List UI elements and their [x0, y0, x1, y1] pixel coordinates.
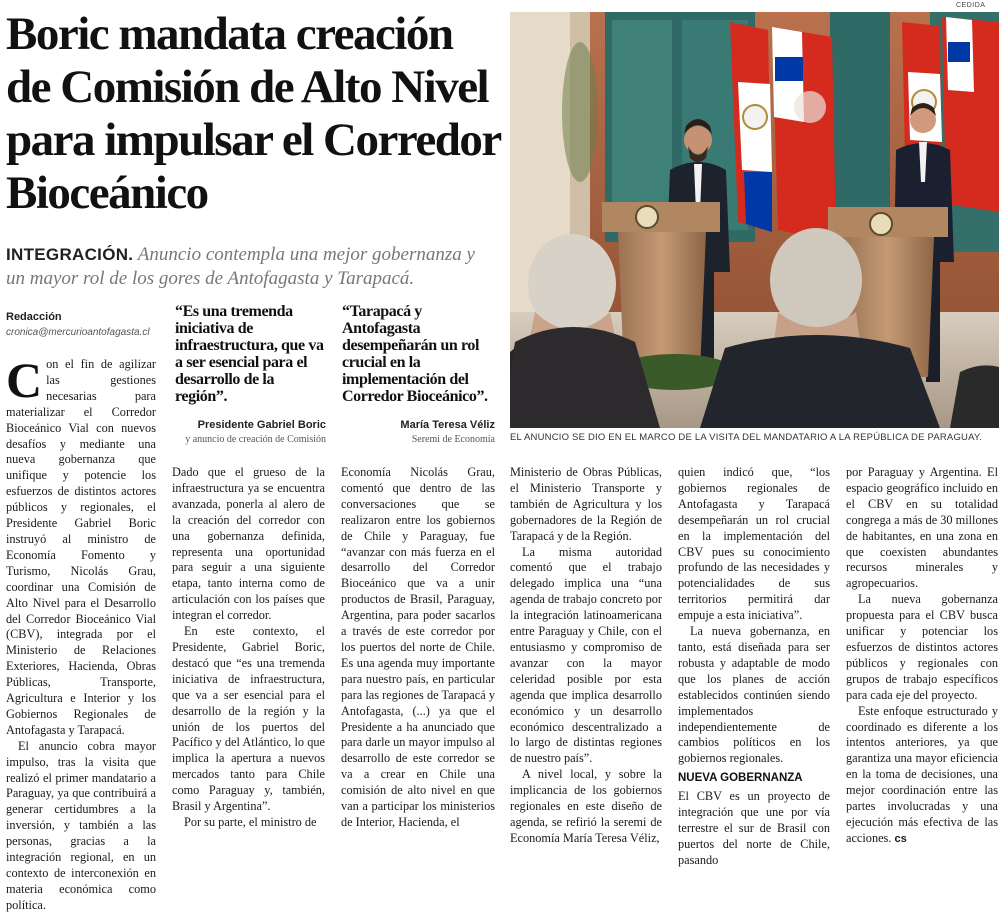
paragraph: Economía Nicolás Grau, comentó que dentro de las conversaciones que se realizaron entre los gobiernos de Chile y Paraguay, fue “avanzar con más fuerza en el desarrollo del Corredor Bioceánico que va a unir productos de Brasil, Paraguay, Argentina, para poder sacarlos a través de este corredor por los puertos del norte de Chile. Es una agenda muy importante para nuestro país, en particular para las regiones de Tarapacá y Antofagasta, (...) ya que el Presidente a ha anunciado que para darle un mayor impulso al desarrollo de este corredor se va a crear en Chile una comisión de alto nivel en que van a participar los ministerios de Interior, Hacienda, el: [341, 465, 495, 829]
deck-kicker: INTEGRACIÓN.: [6, 245, 134, 264]
subheading: NUEVA GOBERNANZA: [678, 772, 803, 785]
body-column-4: [510, 465, 662, 847]
headline: Boric mandata creación de Comisión de Alto Nivel para impulsar el Corredor Bioceánico: [6, 8, 500, 219]
body-column-5: [678, 465, 830, 869]
paragraph: Ministerio de Obras Públicas, el Ministerio Transporte y también de Agricultura y los gobernadores de la Región de Tarapacá y de la Región.: [510, 465, 662, 543]
pull-quote-boric: “Es una tremenda iniciativa de infraestructura, que va a ser esencial para el desarrollo de la región”.: [175, 303, 324, 405]
byline-email: cronica@mercurioantofagasta.cl: [6, 327, 150, 338]
paragraph: El CBV es un proyecto de integración que une por vía terrestre el sur de Brasil con puertos del norte de Chile, pasando: [678, 789, 830, 867]
paragraph: on el fin de agilizar las gestiones necesarias para materializar el Corredor Bioceánico Vial con nuevos desafíos y mediante una nueva gobernanza que unifique y potencie los esfuerzos de distintos actores públicos y regionales, el Presidente Gabriel Boric instruyó al ministro de Economía Fomento y Turismo, Nicolás Grau, coordinar una Comisión de Alto Nivel para el Desarrollo del Corredor Bioceánico Vial (CBV), integrada por el Ministerio de Relaciones Exteriores, Hacienda, Obras Públicas, Transporte, Agricultura e Interior y los Gobiernos Regionales de Antofagasta y Tarapacá.: [6, 357, 156, 737]
deck-text: Anuncio contempla una mejor gobernanza y un mayor rol de los gores de Antofagasta y Tarapacá.: [6, 244, 475, 289]
paragraph: En este contexto, el Presidente, Gabriel Boric, destacó que “es una tremenda iniciativa de infraestructura, que va a ser esencial para el desarrollo de la región y la unión de los puertos del Pacífico y del Atlántico, lo que implica la apertura a nuevos mercados tanto para Chile como Paraguay y, también, Brasil y Argentina”.: [172, 624, 325, 814]
drop-cap: C: [6, 352, 43, 408]
paragraph: La misma autoridad comentó que el trabajo delegado implica una “una agenda de trabajo concreto por la integración latinoamericana entre Paraguay y Chile, con el entusiasmo y compromiso de avanzar con la mayor celeridad posible por esta agenda que implica desarrollo económico y un desarrollo económico descentralizado a lo largo de distintas regiones de nuestro país”.: [510, 544, 662, 766]
paragraph: A nivel local, y sobre la implicancia de los gobiernos regionales en este diseño de agenda, se refirió la seremi de Economía María Teresa Véliz,: [510, 767, 662, 845]
deck: [6, 243, 496, 291]
body-column-1: [6, 352, 156, 914]
pull-quote-veliz-attribution: [340, 419, 495, 445]
byline: [6, 311, 166, 338]
paragraph: Dado que el grueso de la infraestructura ya se encuentra avanzada, ponerla al alero de la creación del corredor con una gobernanza definida, representa una oportunidad para seguir a una siguiente etapa, tanto interna como de articulación con los países que integran el corredor.: [172, 465, 325, 623]
photo-credit: CEDIDA: [956, 2, 986, 9]
photo-caption: EL ANUNCIO SE DIO EN EL MARCO DE LA VISITA DEL MANDATARIO A LA REPÚBLICA DE PARAGUAY.: [510, 432, 983, 443]
byline-name: Redacción: [6, 311, 62, 323]
quote-author-role: Seremi de Economía: [411, 434, 495, 445]
body-column-3: [341, 465, 495, 831]
quote-author: María Teresa Véliz: [400, 419, 495, 431]
paragraph: La nueva gobernanza, en tanto, está diseñada para ser robusta y adaptable de modo que los planes de acción establecidos continúen siendo implementados independientemente de cambios políticos en los gobiernos regionales.: [678, 624, 830, 766]
pull-quote-veliz: “Tarapacá y Antofagasta desempeñarán un rol crucial en la implementación del Corredor Bioceánico”.: [342, 303, 488, 405]
body-column-6: [846, 465, 998, 848]
end-mark: cs: [894, 832, 907, 845]
paragraph: quien indicó que, “los gobiernos regionales de Antofagasta y Tarapacá desempeñarán un rol crucial en la implementación del CBV pues su conocimiento profundo de las necesidades y potencialidades de sus territorios permitirá dar empuje a esta iniciativa”.: [678, 465, 830, 623]
quote-author-role: y anuncio de creación de Comisión: [185, 434, 326, 445]
body-column-2: [172, 465, 325, 831]
paragraph: El anuncio cobra mayor impulso, tras la visita que realizó el primer mandatario a Paraguay, ya que contribuirá a generar certidumbres a la inversión, y también a las personas, gracias a la integración regional, en un contexto de interconexión en materia económica como política.: [6, 738, 156, 912]
paragraph: por Paraguay y Argentina. El espacio geográfico incluido en el CBV en su totalidad congrega a más de 30 millones de habitantes, en una zona en que coexisten abundantes recursos minerales y agropecuarios.: [846, 465, 998, 591]
quote-author: Presidente Gabriel Boric: [197, 419, 326, 431]
paragraph: Por su parte, el ministro de: [184, 814, 317, 829]
pull-quote-boric-attribution: [170, 419, 326, 445]
news-photo: [510, 12, 999, 428]
paragraph: Este enfoque estructurado y coordinado es diferente a los intentos anteriores, ya que garantiza una mayor eficiencia en la toma de decisiones, una mejor coordinación entre las partes involucradas y una ejecución más efectiva de las acciones.: [846, 703, 998, 845]
photo-illustration: [510, 12, 999, 428]
paragraph: La nueva gobernanza propuesta para el CBV busca unificar y potenciar los esfuerzos de distintos actores públicos y regionales con grupos de trabajo específicos para cada eje del proyecto.: [846, 592, 998, 702]
